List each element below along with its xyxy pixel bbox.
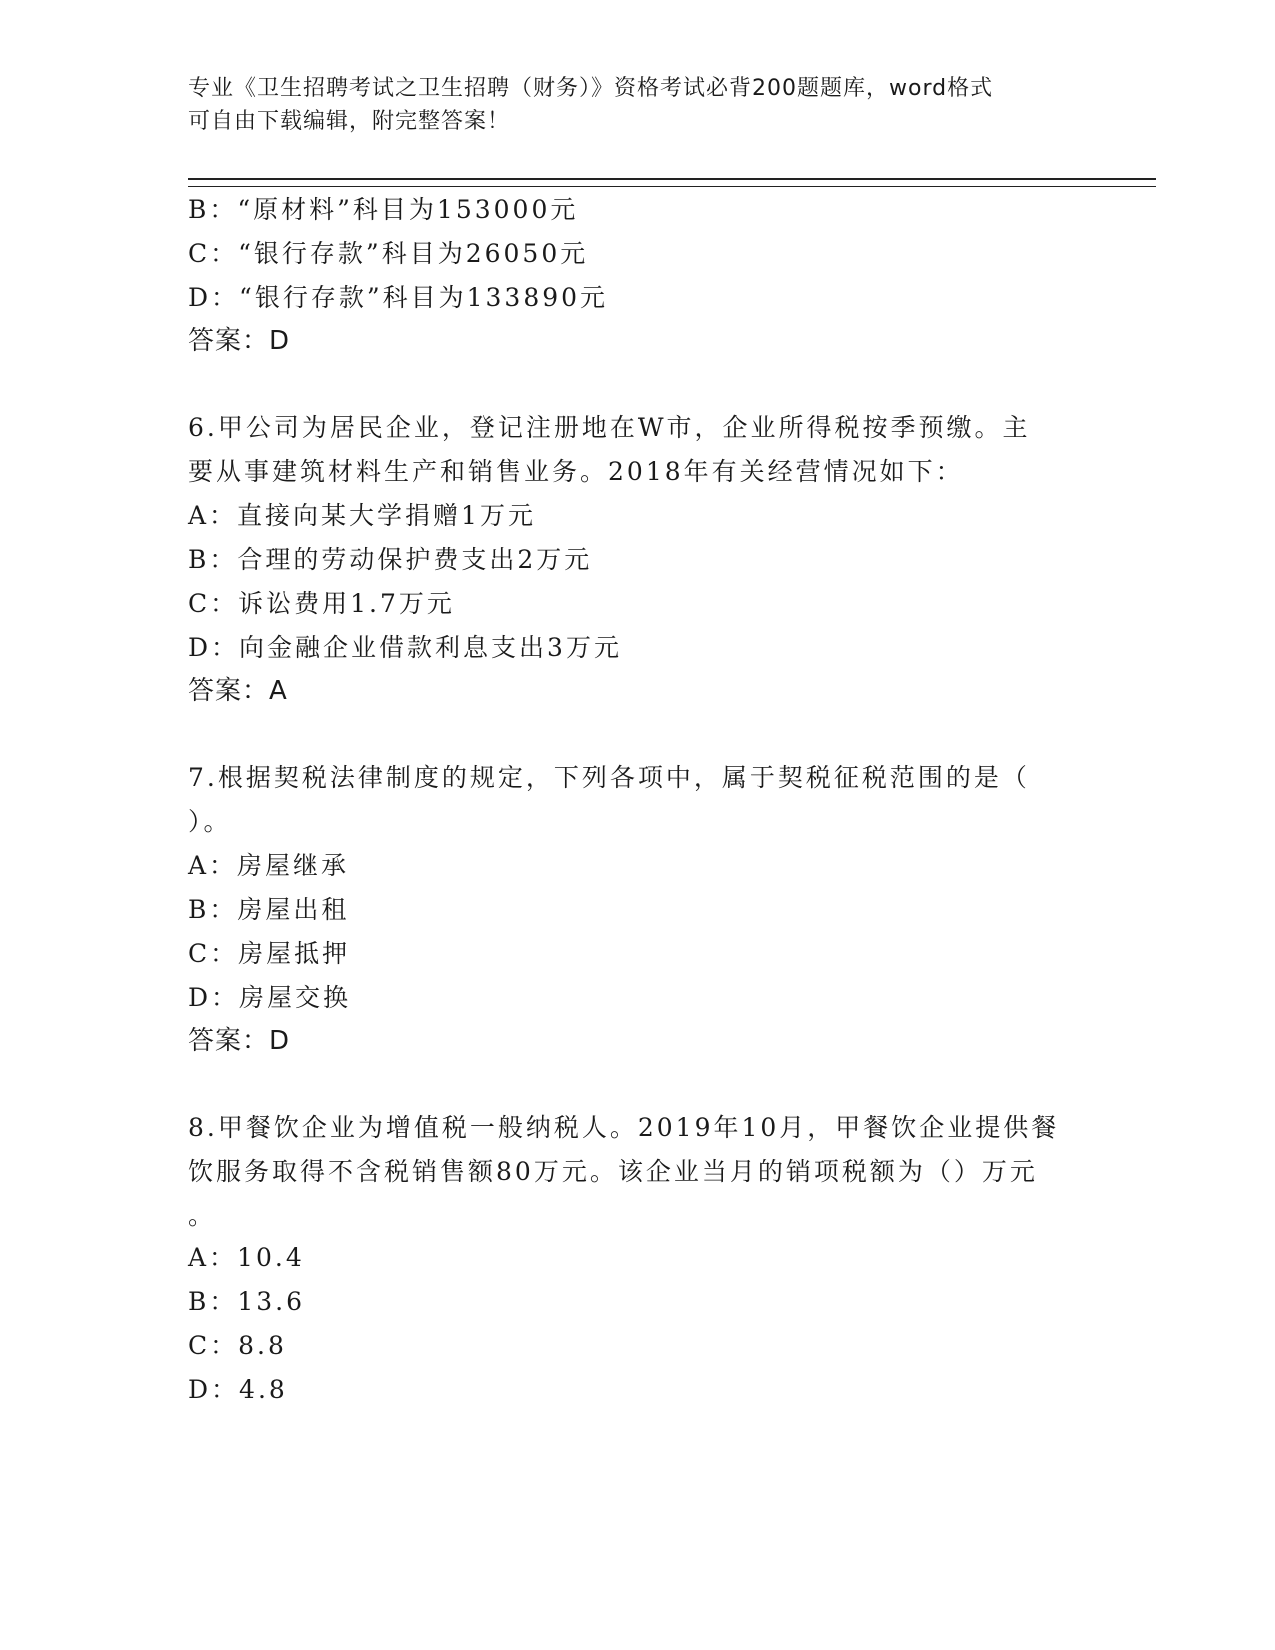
q7-option-a: A：房屋继承 [188, 851, 350, 880]
q7-option-b: B：房屋出租 [188, 895, 350, 924]
document-header [188, 72, 1068, 138]
q8-option-c: C：8.8 [188, 1331, 287, 1360]
q8-option-d: D：4.8 [188, 1375, 288, 1404]
q5-answer: 答案：D [188, 326, 291, 356]
q5-option-c: C：“银行存款”科目为26050元 [188, 239, 589, 268]
q6-option-d: D：向金融企业借款利息支出3万元 [188, 633, 622, 662]
q6-stem-line-2: 要从事建筑材料生产和销售业务。2018年有关经营情况如下： [188, 457, 964, 486]
q6-stem-line-1: 6.甲公司为居民企业，登记注册地在W市，企业所得税按季预缴。主 [188, 413, 1031, 442]
header-title-line-2: 可自由下载编辑，附完整答案！ [188, 109, 511, 134]
q7-option-c: C：房屋抵押 [188, 939, 351, 968]
q8-option-a: A：10.4 [188, 1243, 305, 1272]
q7-stem-line-2: ）。 [188, 807, 232, 836]
header-divider [188, 178, 1156, 187]
q7-answer: 答案：D [188, 1026, 291, 1056]
q6-option-c: C：诉讼费用1.7万元 [188, 589, 455, 618]
header-title-line-1: 专业《卫生招聘考试之卫生招聘（财务）》资格考试必背200题题库，word格式 [188, 76, 994, 101]
q8-stem-line-1: 8.甲餐饮企业为增值税一般纳税人。2019年10月，甲餐饮企业提供餐 [188, 1113, 1060, 1142]
q7-option-d: D：房屋交换 [188, 983, 352, 1012]
q5-option-d: D：“银行存款”科目为133890元 [188, 283, 609, 312]
q6-option-a: A：直接向某大学捐赠1万元 [188, 501, 536, 530]
q6-answer: 答案：A [188, 676, 288, 706]
q5-option-b: B：“原材料”科目为153000元 [188, 195, 579, 224]
q8-option-b: B：13.6 [188, 1287, 306, 1316]
q7-stem-line-1: 7.根据契税法律制度的规定，下列各项中，属于契税征税范围的是（ [188, 763, 1030, 792]
q8-stem-line-3: 。 [188, 1201, 217, 1230]
q8-stem-line-2: 饮服务取得不含税销售额80万元。该企业当月的销项税额为（）万元 [188, 1157, 1038, 1186]
q6-option-b: B：合理的劳动保护费支出2万元 [188, 545, 593, 574]
